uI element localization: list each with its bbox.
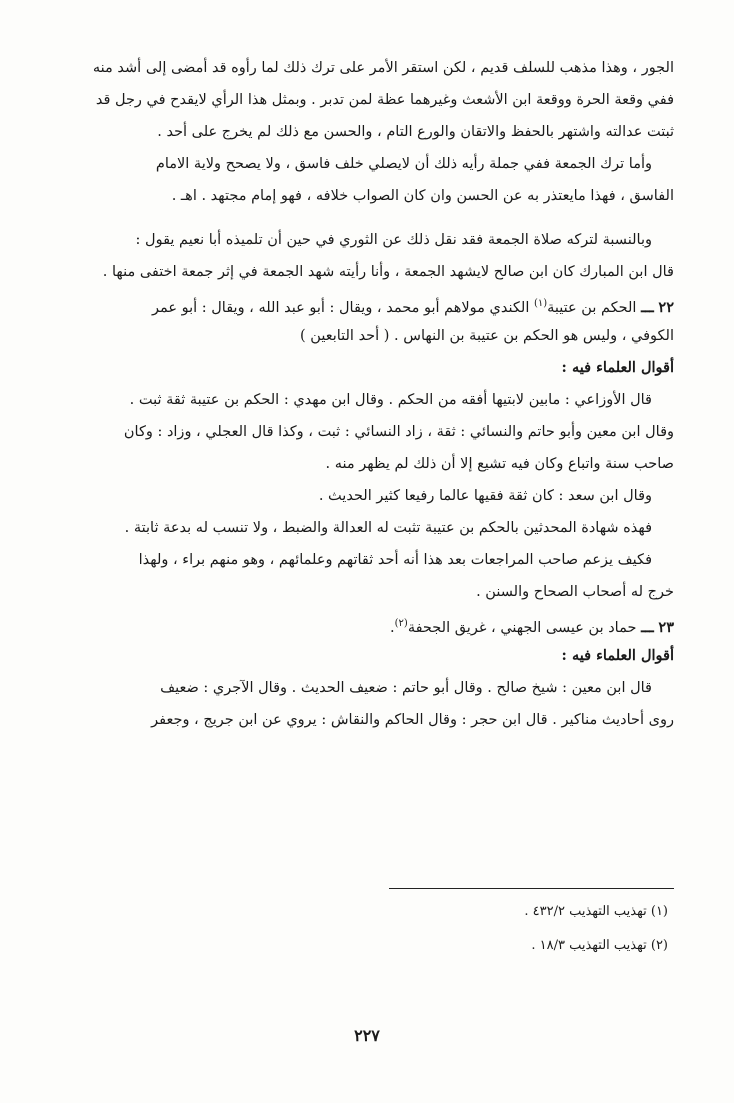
footnote-2 — [531, 938, 668, 953]
footnote-divider — [389, 888, 674, 889]
footnote-marker: (٢) — [650, 938, 668, 953]
footnote-1 — [524, 904, 668, 919]
entry-22-rest: الكندي مولاهم أبو محمد ، ويقال : أبو عبد الله ، ويقال : أبو عمر — [151, 299, 530, 316]
footnote-ref-2[interactable]: (٢) — [394, 618, 408, 629]
body-line: وقال ابن سعد : كان ثقة فقيها عالما رفيعا كثير الحديث . — [318, 488, 652, 504]
body-line: الفاسق ، فهذا مايعتذر به عن الحسن وان كان الصواب خلافه ، فهو إمام مجتهد . اهـ . — [171, 188, 674, 204]
section-heading: أقوال العلماء فيه : — [561, 647, 674, 664]
body-line: فهذه شهادة المحدثين بالحكم بن عتيبة تثبت له العدالة والضبط ، ولا تنسب له بدعة ثابتة . — [124, 520, 652, 536]
page-number: ٢٢٧ — [354, 1026, 380, 1045]
body-line: الكوفي ، وليس هو الحكم بن عتيبة بن النهاس . ( أحد التابعين ) — [300, 328, 674, 344]
page-body — [62, 52, 674, 736]
body-line: ثبتت عدالته واشتهر بالحفظ والاتقان والورع التام ، والحسن مع ذلك لم يخرج على أحد . — [157, 124, 674, 140]
entry-22-number: ٢٢ — [658, 298, 674, 316]
body-line: وبالنسبة لتركه صلاة الجمعة فقد نقل ذلك عن الثوري في حين أن تلميذه أبا نعيم يقول : — [135, 232, 652, 248]
footnote-text: تهذيب التهذيب ٤٣٢/٢ . — [524, 904, 647, 919]
body-line: قال ابن معين : شيخ صالح . وقال أبو حاتم : ضعيف الحديث . وقال الآجري : ضعيف — [160, 680, 652, 696]
entry-22-heading — [62, 288, 674, 320]
body-line: الجور ، وهذا مذهب للسلف قديم ، لكن استقر الأمر على ترك ذلك لما رأوه قد أمضى إلى أشد منه — [92, 60, 674, 76]
entry-23-name: حماد بن عيسى الجهني ، غريق الجحفة — [407, 619, 637, 636]
body-line: قال الأوزاعي : مابين لابتيها أفقه من الحكم . وقال ابن مهدي : الحكم بن عتيبة ثقة ثبت . — [129, 392, 652, 408]
entry-23-heading — [62, 608, 674, 640]
body-line: روى أحاديث مناكير . قال ابن حجر : وقال الحاكم والنقاش : يروي عن ابن جريج ، وجعفر — [151, 712, 674, 728]
entry-23-dash: ـــ — [641, 618, 654, 636]
entry-23-tail: . — [390, 619, 395, 636]
entry-23-number: ٢٣ — [658, 618, 674, 636]
body-line: ففي وقعة الحرة ووقعة ابن الأشعث وغيرهما عظة لمن تدبر . وبمثل هذا الرأي لايقدح في رجل قد — [95, 92, 674, 108]
footnote-marker: (١) — [650, 904, 668, 919]
entry-22-dash: ـــ — [641, 298, 654, 316]
body-line: وقال ابن معين وأبو حاتم والنسائي : ثقة ، زاد النسائي : ثبت ، وكذا قال العجلي ، وزاد : وكان — [123, 424, 674, 440]
footnote-text: تهذيب التهذيب ١٨/٣ . — [531, 938, 647, 953]
footnote-ref-1[interactable]: (١) — [533, 298, 548, 309]
body-line: فكيف يزعم صاحب المراجعات بعد هذا أنه أحد ثقاتهم وعلمائهم ، وهو منهم براء ، ولهذا — [138, 552, 652, 568]
body-line: صاحب سنة واتباع وكان فيه تشيع إلا أن ذلك لم يظهر منه . — [325, 456, 674, 472]
body-line: قال ابن المبارك كان ابن صالح لايشهد الجمعة ، وأنا رأيته شهد الجمعة في إثر جمعة اختفى منها . — [102, 264, 674, 280]
body-line: وأما ترك الجمعة ففي جملة رأيه ذلك أن لايصلي خلف فاسق ، ولا يصحح ولاية الامام — [155, 156, 652, 172]
body-line: خرج له أصحاب الصحاح والسنن . — [476, 584, 674, 600]
section-heading: أقوال العلماء فيه : — [561, 359, 674, 376]
entry-22-name: الحكم بن عتيبة — [547, 299, 637, 316]
